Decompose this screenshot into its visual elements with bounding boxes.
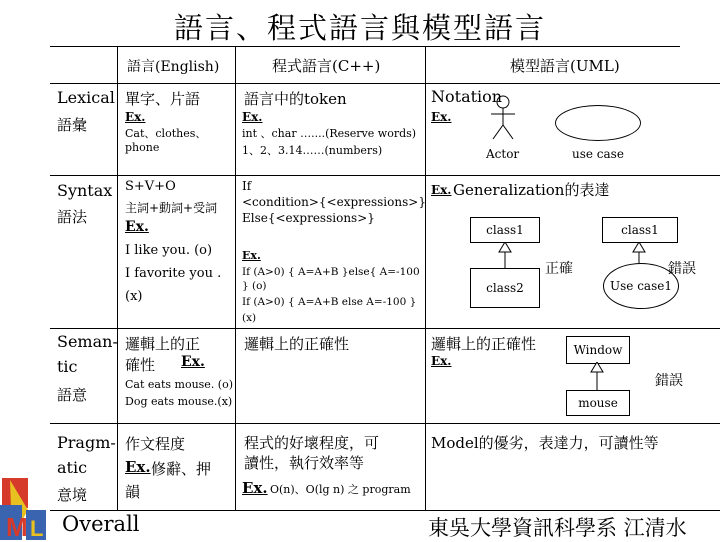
wrong-label-syntax: 錯誤 <box>668 261 696 277</box>
semantic-english-ex: Ex. <box>181 354 205 370</box>
row-syntax-name: Syntax <box>57 181 113 200</box>
col-header-english: 語言(English) <box>127 59 220 75</box>
pragmatic-cpp-main-1: 程式的好壞程度，可 <box>244 434 380 452</box>
pragmatic-cpp-detail: O(n)、O(lg n) 之 program <box>270 483 411 496</box>
col-divider-3 <box>425 46 426 510</box>
header-divider <box>50 83 720 84</box>
syntax-cpp-line-1: If <box>242 179 252 193</box>
correct-label: 正確 <box>545 261 573 277</box>
lexical-cpp-detail-1: int 、char …....(Reserve words) <box>242 127 417 140</box>
pragmatic-cpp-ex: Ex. <box>242 479 268 497</box>
syntax-cpp-detail-3: If (A>0) { A=A+B else A=-100 } <box>242 296 417 308</box>
lexical-english-main: 單字、片語 <box>125 90 201 108</box>
lexical-english-detail-2: phone <box>125 141 160 154</box>
col-header-cpp: 程式語言(C++) <box>272 57 381 75</box>
semantic-english-main-1: 邏輯上的正 <box>125 335 201 353</box>
lexical-english-detail-1: Cat、clothes、 <box>125 127 207 140</box>
pragmatic-uml-main: Model的優劣，表達力，可讀性等 <box>431 434 659 452</box>
col-header-uml: 模型語言(UML) <box>510 57 620 75</box>
pragmatic-english-ex: Ex. <box>125 458 151 476</box>
row-semantic-name-zh: 語意 <box>57 386 88 404</box>
footer-divider <box>50 510 720 511</box>
syntax-english-line-1: I like you. (o) <box>125 243 213 258</box>
col-divider-1 <box>117 46 118 510</box>
use-case-label: use case <box>572 147 624 161</box>
semantic-uml-ex: Ex. <box>431 354 452 368</box>
row-pragmatic-name-1: Pragm- <box>57 433 116 452</box>
lexical-english-ex: Ex. <box>125 110 146 124</box>
semantic-english-detail-2: Dog eats mouse.(x) <box>125 395 233 408</box>
col-divider-2 <box>235 46 236 510</box>
lexical-cpp-main: 語言中的token <box>244 90 347 108</box>
window-box: Window <box>566 336 630 364</box>
syntax-english-line-2: I favorite you . <box>125 266 222 281</box>
pragmatic-english-end: 韻 <box>125 483 141 501</box>
semantic-inheritance-arrow <box>566 362 628 390</box>
title-underline <box>50 46 680 47</box>
syntax-cpp-line-2: <condition>{<expressions>} <box>242 195 426 209</box>
syntax-uml-ex: Ex. <box>431 183 452 197</box>
syntax-english-sub: 主詞+動詞+受詞 <box>125 201 218 215</box>
syntax-english-main: S+V+O <box>125 179 176 194</box>
syntax-cpp-detail-1: If (A>0) { A=A+B }else{ A=-100 <box>242 266 420 278</box>
row-syntax-name-zh: 語法 <box>57 208 88 226</box>
footer-overall: Overall <box>62 512 140 536</box>
class1-box-a: class1 <box>470 217 540 243</box>
syntax-uml-main: Generalization的表達 <box>453 181 610 199</box>
row-semantic-name-1: Seman- <box>57 332 118 351</box>
footer-author: 東吳大學資訊科學系 江清水 <box>428 516 687 540</box>
row-lexical-name: Lexical <box>57 88 115 107</box>
semantic-english-main-2: 確性 <box>125 356 156 374</box>
class1-box-b: class1 <box>602 217 678 243</box>
svg-text:M: M <box>6 512 28 540</box>
pragmatic-english-main: 作文程度 <box>125 435 186 453</box>
lexical-uml-main: Notation <box>431 87 503 106</box>
syntax-cpp-detail-4: (x) <box>242 312 257 324</box>
wrong-label-semantic: 錯誤 <box>655 373 683 389</box>
class2-box: class2 <box>470 268 540 308</box>
row-divider-2 <box>50 328 720 329</box>
lexical-cpp-detail-2: 1、2、3.14……(numbers) <box>242 144 383 157</box>
page-title: 語言、程式語言與模型語言 <box>173 11 546 45</box>
lexical-uml-ex: Ex. <box>431 110 452 124</box>
syntax-cpp-ex: Ex. <box>242 249 261 262</box>
row-pragmatic-name-zh: 意境 <box>57 486 88 504</box>
semantic-english-detail-1: Cat eats mouse. (o) <box>125 378 234 391</box>
actor-icon <box>488 95 518 145</box>
syntax-cpp-detail-2: } (o) <box>242 280 267 292</box>
row-divider-3 <box>50 423 720 424</box>
actor-label: Actor <box>486 147 520 161</box>
usecase1-ellipse: Use case1 <box>603 263 679 309</box>
lexical-cpp-ex: Ex. <box>242 110 263 124</box>
mouse-box: mouse <box>566 390 630 416</box>
semantic-cpp-main: 邏輯上的正確性 <box>244 335 350 353</box>
svg-text:L: L <box>30 516 44 540</box>
row-lexical-name-zh: 語彙 <box>57 116 88 134</box>
pragmatic-english-rest: 修辭、押 <box>151 460 212 478</box>
syntax-cpp-line-3: Else{<expressions>} <box>242 211 375 225</box>
row-semantic-name-2: tic <box>57 357 78 376</box>
syntax-english-ex: Ex. <box>125 219 149 235</box>
pragmatic-cpp-main-2: 讀性，執行效率等 <box>244 454 365 472</box>
syntax-english-line-3: (x) <box>125 289 143 304</box>
row-pragmatic-name-2: atic <box>57 458 88 477</box>
use-case-ellipse <box>555 105 641 141</box>
logo-icon <box>0 470 50 540</box>
semantic-uml-main: 邏輯上的正確性 <box>431 335 537 353</box>
row-divider-1 <box>50 175 720 176</box>
